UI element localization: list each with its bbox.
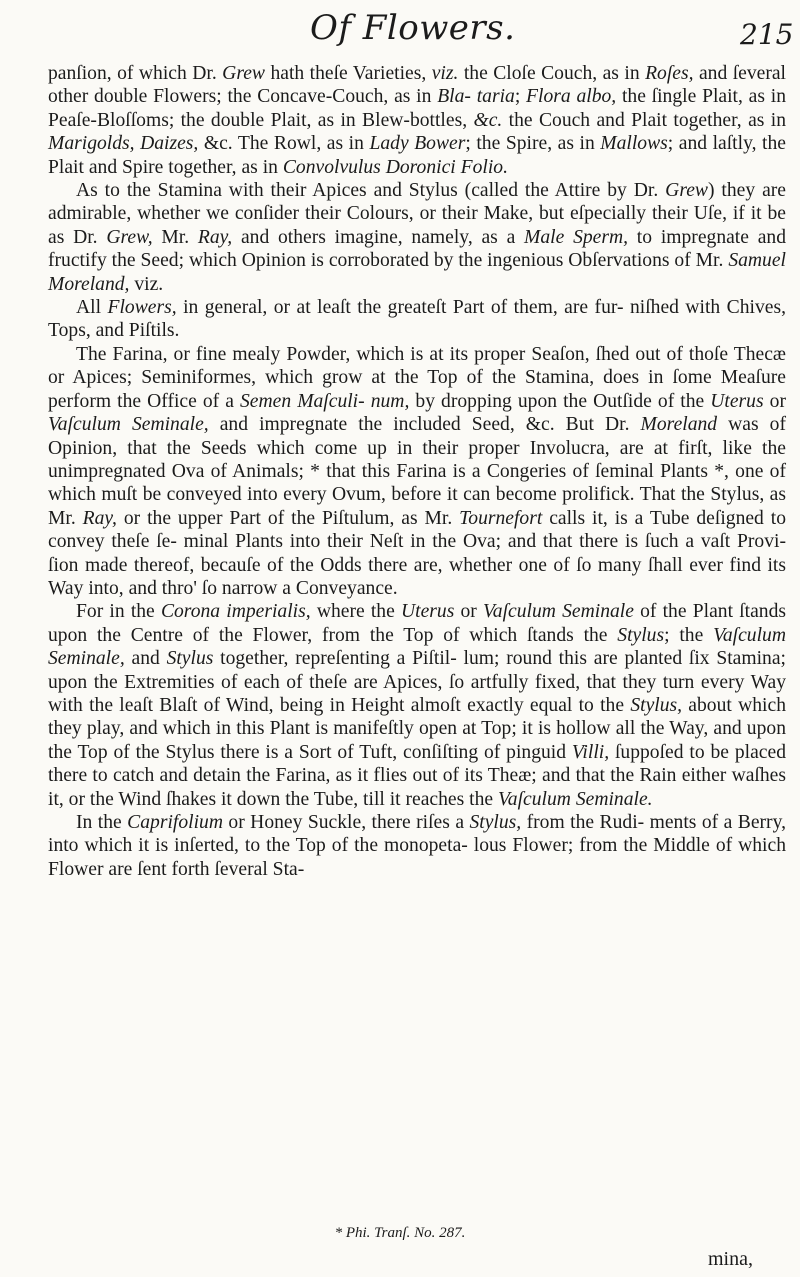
text-run: the Cloſe Couch, as in <box>458 63 646 84</box>
italic-run: Vaſculum Seminale <box>483 601 634 623</box>
text-run: ſuppoſed to be placed there to catch and detain the Farina, as it flies out of its Theæ; and that the Rain either waſhes it, or the Wind ſhakes it down the Tube, till it reaches the <box>48 741 786 810</box>
text-run: and others imagine, namely, as a <box>232 226 525 248</box>
text-run: As to the Stamina with their Apices and Stylus (called the Attire by Dr. <box>76 180 666 202</box>
text-run: or <box>454 601 484 623</box>
italic-run: &c. <box>473 109 503 131</box>
italic-run: Stylus, <box>630 694 683 716</box>
text-run: calls it, is a Tube deſigned to convey theſe ſe- minal Plants into their Neſt in the Ova; and that there is ſuch a vaſt Provi- ſion made thereof, becauſe of the Odds there are, whether one of ſo many ſhall ever find its Way into, and thro' ſo narrow a Conveyance. <box>48 507 786 599</box>
italic-run: Male Sperm, <box>524 226 629 248</box>
paragraph <box>48 62 786 179</box>
text-run: Mr. <box>152 226 198 248</box>
italic-run: Stylus <box>166 648 214 670</box>
text-run: &c. The Rowl, as in <box>198 133 370 155</box>
text-run: and ſeveral other double Flowers; the Concave-Couch, as in <box>48 63 787 108</box>
body-text <box>48 62 786 881</box>
catchword: mina, <box>708 1248 753 1270</box>
paragraph <box>48 811 786 881</box>
text-run: panſion, of which Dr. <box>48 63 223 84</box>
italic-run: Mallows <box>600 133 668 155</box>
italic-run: Semen Maſculi- num, <box>240 390 410 412</box>
text-run: or the upper Part of the Piſtulum, as Mr. <box>116 507 460 529</box>
text-run: was of Opinion, that the Seeds which come up in their proper Involucra, are at firſt, like the unimpregnated Ova of Animals; * that this Farina is a Congeries of ſeminal Plants *, one of which muſt be conveyed into every Ovum, before it can become prolifick. That the Stylus, as Mr. <box>48 414 786 529</box>
text-run: and <box>124 648 167 670</box>
text-run: together, repreſenting a Piſtil- lum; round this are planted ſix Stamina; upon the Extremities of each of theſe are Apices, ſo artfully fixed, that they turn every Way with the leaſt Blaſt of Wind, being in Height almoſt exactly equal to the <box>48 648 786 716</box>
italic-run: Tournefort <box>459 507 543 529</box>
text-run: to impregnate and fructify the Seed; which Opinion is corroborated by the ingenious Obſervations of Mr. <box>48 226 787 272</box>
italic-run: Uterus <box>710 390 764 412</box>
italic-run: Lady Bower <box>369 133 466 155</box>
paragraph <box>48 179 786 296</box>
text-run: about which they play, and which in this Plant is manifeſtly open at Top; it is hollow all the Way, and upon the Top of the Stylus there is a Sort of Tuft, conſiſting of pinguid <box>48 694 786 763</box>
text-run: All <box>76 297 108 319</box>
paragraph <box>48 343 786 600</box>
text-run: The Farina, or fine mealy Powder, which is at its proper Seaſon, ſhed out of thoſe Thecæ or Apices; Seminiformes, which grow at the Top of the Stamina, does in ſome Meaſure perform the Office of a <box>48 343 786 412</box>
text-run: in general, or at leaſt the greateſt Part of them, are fur- niſhed with Chives, Tops, and Piſtils. <box>48 297 787 342</box>
text-run: or <box>763 390 786 412</box>
text-run: the Couch and Plait together, as in <box>502 109 786 131</box>
text-run: ; <box>514 86 527 108</box>
italic-run: Convolvulus Doronici Folio. <box>282 156 508 178</box>
text-run: of the Plant ſtands upon the Centre of the Flower, from the Top of which ſtands the <box>48 601 786 646</box>
italic-run: Uterus <box>400 601 455 623</box>
italic-run: viz. <box>431 63 459 84</box>
italic-run: Ray, <box>197 226 233 248</box>
text-run: where the <box>310 601 401 623</box>
text-run: ) they are admirable, whether we conſider their Colours, or their Make, but eſpecially their Uſe, if it be as Dr. <box>48 180 786 248</box>
text-run: or Honey Suckle, there riſes a <box>222 812 470 833</box>
footnote: * Phi. Tranſ. No. 287. <box>334 1225 466 1241</box>
italic-run: Grew <box>222 63 265 84</box>
text-run: ; the <box>664 624 714 646</box>
text-run: ; and laſtly, the Plait and Spire together, as in <box>48 133 786 178</box>
italic-run: Stylus <box>617 624 665 646</box>
italic-run: Stylus, <box>469 812 522 833</box>
italic-run: Villi, <box>571 741 610 763</box>
text-run: the ſingle Plait, as in Peaſe-Bloſſoms; the double Plait, as in Blew-bottles, <box>48 86 786 131</box>
italic-run: Caprifolium <box>127 812 223 833</box>
text-run: from the Rudi- ments of a Berry, into which it is inſerted, to the Top of the monopeta- lous Flower; from the Middle of which Flower are ſent forth ſeveral Sta- <box>48 812 786 880</box>
text-run: ; the Spire, as in <box>465 133 601 155</box>
paragraph <box>48 600 786 811</box>
paragraph <box>48 296 786 343</box>
italic-run: Vaſculum Seminale, <box>48 414 209 436</box>
italic-run: Vaſculum Seminale. <box>498 788 653 810</box>
italic-run: Ray, <box>82 507 117 529</box>
text-run: For in the <box>76 601 161 623</box>
italic-run: Marigolds, Daizes, <box>48 133 199 155</box>
italic-run: Flowers, <box>107 297 177 319</box>
text-run: In the <box>76 812 128 833</box>
italic-run: Samuel Moreland, <box>48 250 786 295</box>
italic-run: Bla- taria <box>437 86 515 108</box>
italic-run: Roſes, <box>645 63 694 84</box>
text-run: hath theſe Varieties, <box>265 63 432 84</box>
text-run: by dropping upon the Outſide of the <box>409 390 711 412</box>
running-head: Of Flowers. <box>310 8 516 48</box>
page-header <box>0 6 800 62</box>
italic-run: Vaſculum Seminale, <box>48 624 786 670</box>
italic-run: Moreland <box>640 414 718 436</box>
italic-run: Flora albo, <box>526 86 617 108</box>
text-run: viz. <box>129 273 164 295</box>
italic-run: Grew <box>665 180 708 202</box>
text-run: and impregnate the included Seed, &c. But Dr. <box>208 414 641 436</box>
page-number: 215 <box>740 18 794 51</box>
italic-run: Corona imperialis, <box>160 601 311 623</box>
italic-run: Grew, <box>106 226 153 248</box>
